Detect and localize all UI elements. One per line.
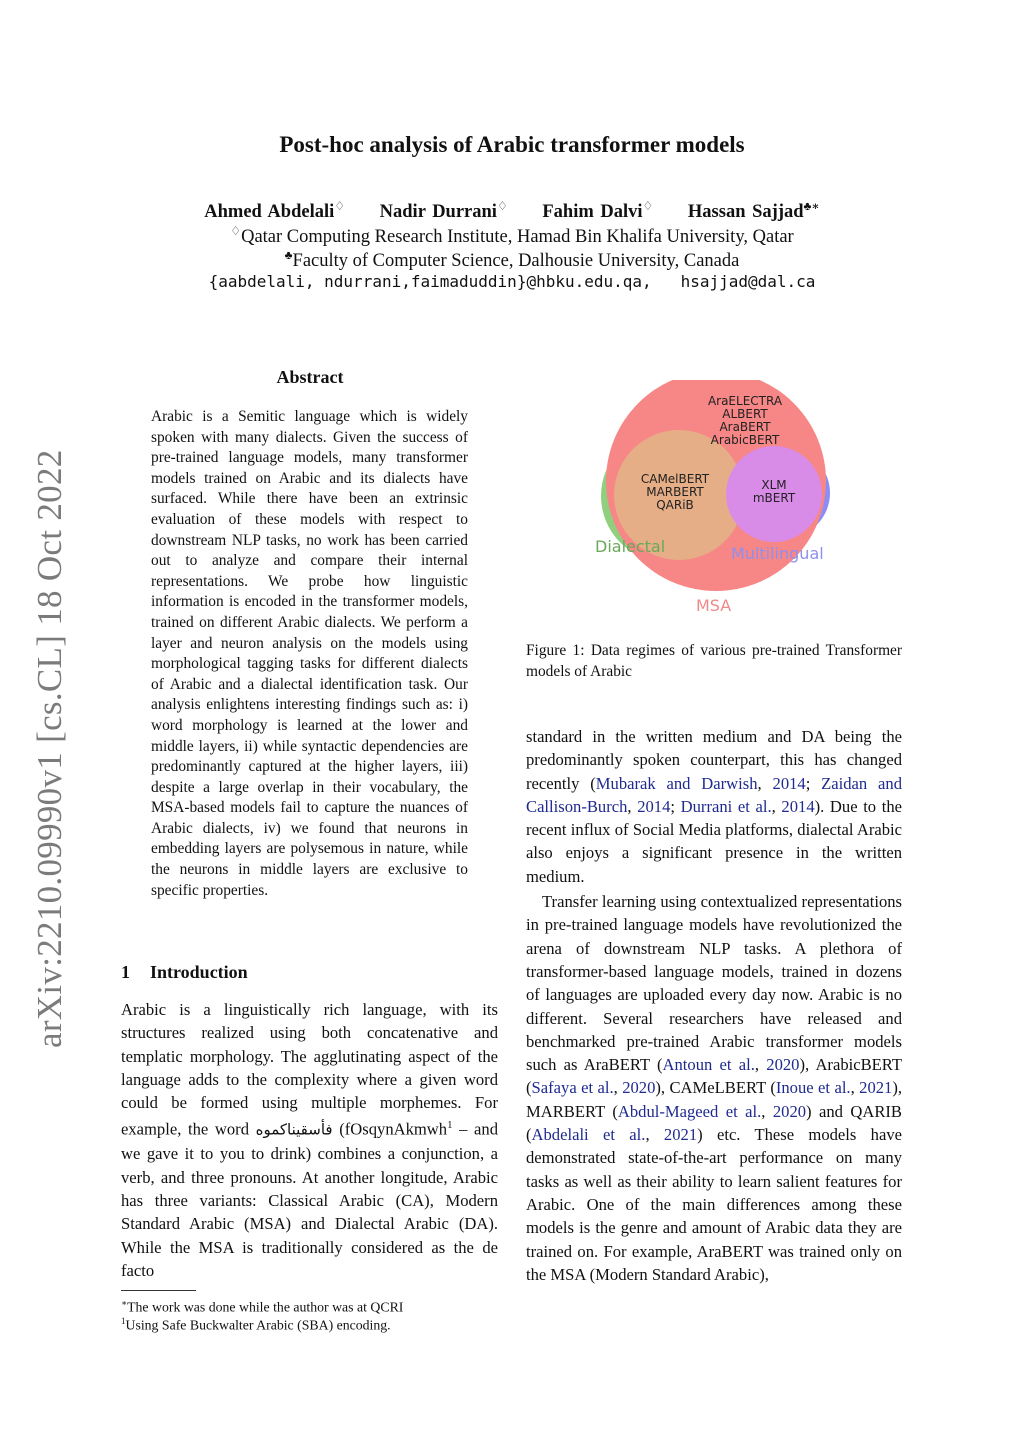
author: Nadir Durrani♢ bbox=[379, 199, 508, 223]
citation-year-link[interactable]: 2020 bbox=[766, 1055, 800, 1075]
affiliation: ♣Faculty of Computer Science, Dalhousie University, Canada bbox=[284, 248, 740, 272]
footnote: $^1$Using Safe Buckwalter Arabic (SBA) encoding. bbox=[121, 1316, 391, 1333]
citation-year-link[interactable]: 2014 bbox=[772, 773, 806, 793]
citation-link[interactable]: Safaya et al. bbox=[531, 1078, 614, 1098]
body-paragraph: standard in the written medium and DA being the predominantly spoken counterpart, this has changed recently (Mubarak and Darwish, 2014; Zaidan and Callison-Burch, 2014; Durrani et al., 2014). Due to the recent influx of Social Media platforms, dialectal Arabic also enjoys a significant presence in the written medium. bbox=[526, 727, 903, 886]
model-label: ALBERT bbox=[722, 407, 768, 421]
venn-diagram bbox=[590, 380, 840, 620]
body-column-right bbox=[526, 725, 902, 1286]
affiliation: ♢Qatar Computing Research Institute, Hamad Bin Khalifa University, Qatar bbox=[230, 224, 794, 248]
figure-caption: Figure 1: Data regimes of various pre-trained Transformer models of Arabic bbox=[526, 642, 902, 680]
model-label: QARiB bbox=[656, 498, 694, 512]
citation-year-link[interactable]: 2014 bbox=[781, 796, 815, 816]
dialectal-label: Dialectal bbox=[595, 537, 666, 556]
citation-link[interactable]: Abdul-Mageed et al. bbox=[617, 1101, 762, 1121]
intro-paragraph: Arabic is a linguistically rich language, with its structures realized using both concatenative and templatic morphology. The agglutinating aspect of the language adds to the complexity where a given word could be formed using multiple morphemes. For example, the word فأسقيناكموه (fOsqynAkmwh$^1$ – and we gave it to you to drink) combines a conjunction, a verb, and three pronouns. At another longitude, Arabic has three variants: Classical Arabic (CA), Modern Standard Arabic (MSA) and Dialectal Arabic (DA). While the MSA is traditionally considered as the de facto bbox=[121, 1000, 498, 1280]
model-label: CAMelBERT bbox=[640, 472, 710, 486]
citation-link[interactable]: Antoun et al. bbox=[662, 1055, 755, 1075]
model-label: MARBERT bbox=[646, 485, 704, 499]
citation-year-link[interactable]: 2014 bbox=[637, 796, 671, 816]
author: Ahmed Abdelali♢ bbox=[204, 199, 346, 223]
model-label: XLM bbox=[761, 478, 787, 492]
body-paragraph: Transfer learning using contextualized representations in pre-trained language models have revolutionized the arena of downstream NLP tasks. A plethora of transformer-based language models, trained in dozens of languages are uploaded every day now. Arabic is no different. Several researchers have released and benchmarked pre-trained Arabic transformer models such as AraBERT (Antoun et al., 2020), ArabicBERT (Safaya et al., 2020), CAMeLBERT (Inoue et al., 2021), MARBERT (Abdul-Mageed et al., 2020) and QARIB (Abdelali et al., 2021) etc. These models have demonstrated state-of-the-art performance on many tasks as well as their ability to learn salient features for Arabic. One of the main differences among these models is the genre and amount of Arabic data they are trained on. For example, AraBERT was trained only on the MSA (Modern Standard Arabic), bbox=[526, 892, 903, 1284]
arabic-word: فأسقيناكموه bbox=[255, 1121, 333, 1140]
abstract-body: Arabic is a Semitic language which is widely spoken with many dialects. Given the success of pre-trained language models, many transformer models trained on Arabic and its dialects have surfaced. While there have been an extrinsic evaluation of these models with respect to downstream NLP tasks, no work has been carried out to analyze and compare their internal representations. We probe how linguistic information is encoded in the transformer models, trained on different Arabic dialects. We perform a layer and neuron analysis on the models using morphological tagging tasks for different dialects of Arabic and a dialectal identification task. Our analysis enlightens interesting findings such as: i) word morphology is learned at the lower and middle layers, ii) while syntactic dependencies are predominantly captured at the higher layers, iii) despite a large overlap in their vocabulary, the MSA-based models fail to capture the nuances of Arabic dialects, iv) we found that neurons in embedding layers are polysemous in nature, while the neurons in middle layers are exclusive to specific properties. bbox=[151, 408, 468, 899]
citation-year-link[interactable]: 2020 bbox=[622, 1078, 656, 1098]
model-label: AraELECTRA bbox=[707, 394, 783, 408]
author: Fahim Dalvi♢ bbox=[542, 199, 654, 223]
multilingual-label: Multilingual bbox=[731, 544, 824, 563]
author-emails: {aabdelali, ndurrani,faimaduddin}@hbku.edu.qa, hsajjad@dal.ca bbox=[208, 272, 816, 291]
citation-year-link[interactable]: 2020 bbox=[772, 1101, 807, 1121]
citation-link[interactable]: Inoue et al. bbox=[775, 1078, 851, 1098]
abstract-heading: Abstract bbox=[276, 367, 344, 387]
citation-link[interactable]: Zaidan and Callison-Burch bbox=[526, 773, 902, 816]
footnote: ∗The work was done while the author was at QCRI bbox=[121, 1298, 404, 1315]
model-label: mBERT bbox=[752, 491, 796, 505]
citation-link[interactable]: Abdelali et al. bbox=[531, 1125, 646, 1145]
citation-link[interactable]: Durrani et al. bbox=[680, 796, 772, 816]
footnote-mark[interactable]: 1 bbox=[447, 1119, 453, 1132]
citation-link[interactable]: Mubarak and Darwish bbox=[595, 773, 758, 793]
msa-label: MSA bbox=[696, 596, 732, 615]
section-heading: 1 Introduction bbox=[121, 962, 248, 982]
model-label: ArabicBERT bbox=[710, 433, 780, 447]
author: Hassan Sajjad♣∗ bbox=[687, 199, 820, 223]
model-label: AraBERT bbox=[719, 420, 771, 434]
paper-title: Post-hoc analysis of Arabic transformer models bbox=[279, 132, 745, 157]
citation-year-link[interactable]: 2021 bbox=[859, 1078, 893, 1098]
author-list bbox=[0, 199, 1024, 223]
arxiv-identifier: arXiv:2210.09990v1 [cs.CL] 18 Oct 2022 bbox=[30, 449, 69, 1048]
citation-year-link[interactable]: 2021 bbox=[663, 1125, 698, 1145]
footnote-divider bbox=[121, 1290, 196, 1291]
